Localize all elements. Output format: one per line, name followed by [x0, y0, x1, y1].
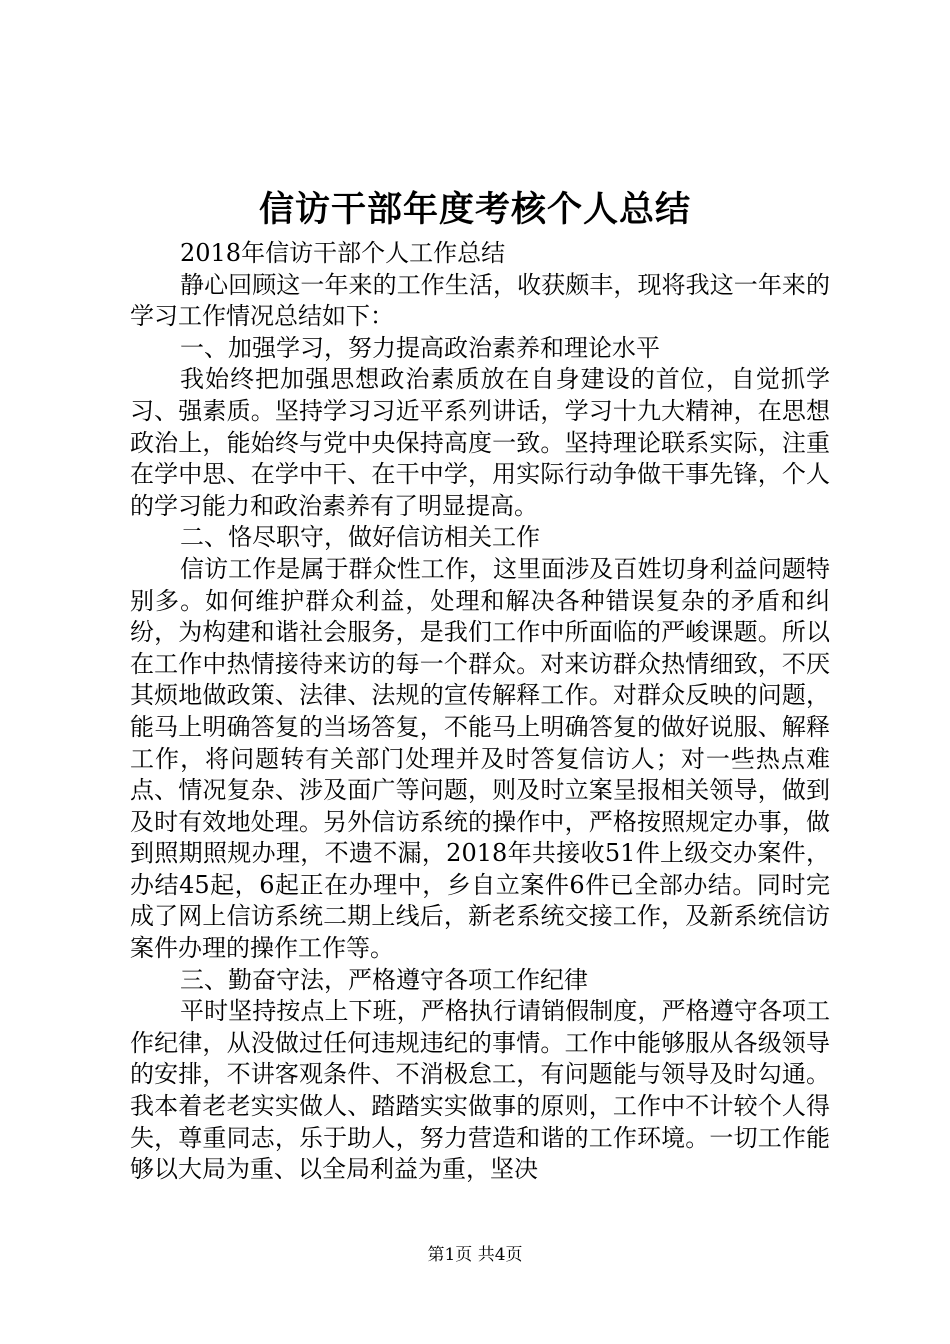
paragraph-discipline: 平时坚持按点上下班，严格执行请销假制度，严格遵守各项工作纪律，从没做过任何违规违纪的事情。工作中能够服从各级领导的安排，不讲客观条件、不消极怠工，有问题能与领导及时勾通。我本着老老实实做人、踏踏实实做事的原则，工作中不计较个人得失，尊重同志，乐于助人，努力营造和谐的工作环境。一切工作能够以大局为重、以全局利益为重，坚决: [130, 997, 830, 1184]
paragraph-petition-work: 信访工作是属于群众性工作，这里面涉及百姓切身利益问题特别多。如何维护群众利益，处理和解决各种错误复杂的矛盾和纠纷，为构建和谐社会服务，是我们工作中所面临的严峻课题。所以在工作中热情接待来访的每一个群众。对来访群众热情细致，不厌其烦地做政策、法律、法规的宣传解释工作。对群众反映的问题，能马上明确答复的当场答复，不能马上明确答复的做好说服、解释工作，将问题转有关部门处理并及时答复信访人；对一些热点难点、情况复杂、涉及面广等问题，则及时立案呈报相关领导，做到及时有效地处理。另外信访系统的操作中，严格按照规定办事，做到照期照规办理，不遗不漏，2018年共接收51件上级交办案件，办结45起，6起正在办理中，乡自立案件6件已全部办结。同时完成了网上信访系统二期上线后，新老系统交接工作，及新系统信访案件办理的操作工作等。: [130, 554, 830, 963]
section-heading-2: 二、恪尽职守，做好信访相关工作: [180, 523, 540, 552]
document-title: 信访干部年度考核个人总结: [258, 190, 691, 230]
page-number-footer: 第1页 共4页: [427, 1245, 523, 1265]
document-body: [130, 238, 830, 1186]
paragraph-subtitle: 2018年信访干部个人工作总结: [180, 239, 506, 267]
paragraph-intro: 静心回顾这一年来的工作生活，收获颇丰，现将我这一年来的学习工作情况总结如下：: [130, 270, 830, 331]
paragraph-study: 我始终把加强思想政治素质放在自身建设的首位，自觉抓学习、强素质。坚持学习习近平系列讲话，学习十九大精神，在思想政治上，能始终与党中央保持高度一致。坚持理论联系实际，注重在学中思、在学中干、在干中学，用实际行动争做干事先锋，个人的学习能力和政治素养有了明显提高。: [130, 365, 830, 520]
section-heading-3: 三、勤奋守法，严格遵守各项工作纪律: [180, 965, 588, 994]
section-heading-1: 一、加强学习，努力提高政治素养和理论水平: [180, 333, 660, 362]
